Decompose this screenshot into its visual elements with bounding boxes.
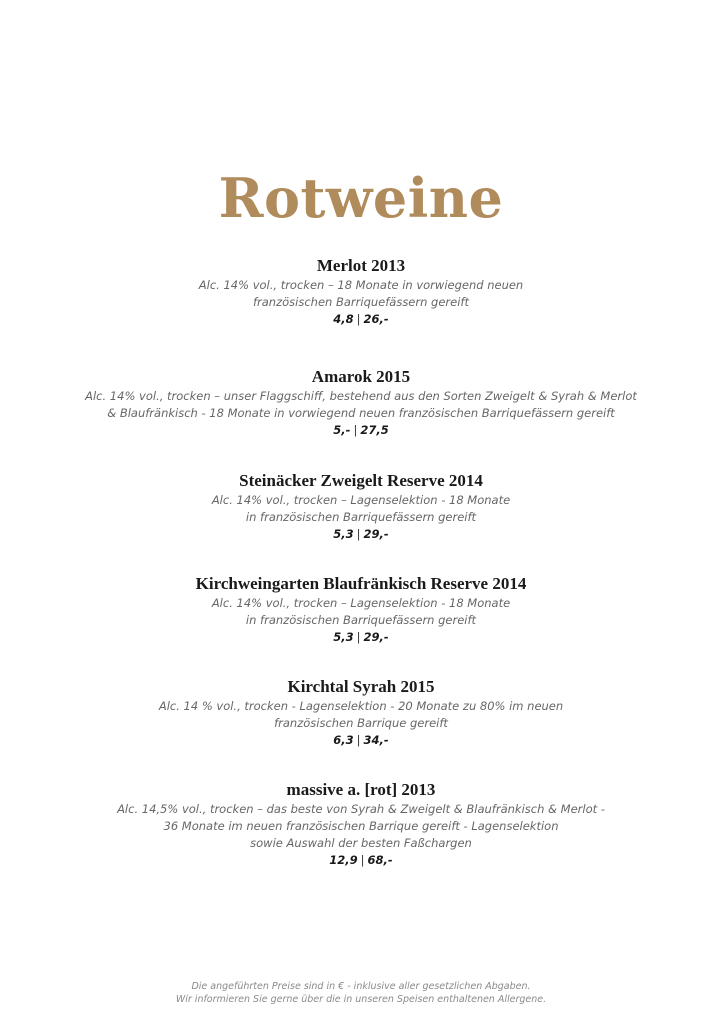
wine-description: Alc. 14% vol., trocken – unser Flaggschiff, bestehend aus den Sorten Zweigelt & Syrah & Merlot — [85, 389, 637, 403]
wine-description: in französischen Barriquefässern gereift — [245, 510, 477, 524]
price-glass: 5,3 — [333, 527, 354, 541]
wine-entry — [0, 677, 722, 749]
price-glass: 5,3 — [333, 630, 354, 644]
price-bottle: 68,- — [367, 853, 393, 867]
wine-price — [0, 422, 722, 439]
price-bottle: 26,- — [363, 312, 389, 326]
wine-description: französischen Barriquefässern gereift — [252, 295, 469, 309]
price-bottle: 29,- — [363, 527, 389, 541]
wine-description: in französischen Barriquefässern gereift — [245, 613, 477, 627]
footer-line: Die angeführten Preise sind in € - inklusive aller gesetzlichen Abgaben. — [191, 981, 531, 992]
wine-name: Kirchtal Syrah 2015 — [287, 677, 435, 696]
wine-description: Alc. 14% vol., trocken – Lagenselektion - 18 Monate — [211, 596, 511, 610]
wine-price — [0, 732, 722, 749]
wine-description: & Blaufränkisch - 18 Monate in vorwiegend neuen französischen Barriquefässern gereift — [107, 406, 615, 420]
wine-name: Steinäcker Zweigelt Reserve 2014 — [239, 471, 483, 490]
price-separator: | — [360, 853, 365, 867]
price-glass: 6,3 — [333, 733, 354, 747]
wine-price — [0, 629, 722, 646]
price-bottle: 34,- — [363, 733, 389, 747]
wine-description: französischen Barrique gereift — [274, 716, 448, 730]
price-separator: | — [356, 527, 361, 541]
price-separator: | — [356, 630, 361, 644]
price-separator: | — [356, 312, 361, 326]
wine-entry — [0, 471, 722, 543]
wine-price — [0, 311, 722, 328]
price-glass: 4,8 — [333, 312, 354, 326]
wine-entry — [0, 574, 722, 646]
price-glass: 12,9 — [329, 853, 358, 867]
wine-description: Alc. 14% vol., trocken – Lagenselektion - 18 Monate — [211, 493, 511, 507]
wine-description: Alc. 14,5% vol., trocken – das beste von Syrah & Zweigelt & Blaufränkisch & Merlot - — [117, 802, 605, 816]
wine-entry — [0, 780, 722, 869]
price-bottle: 27,5 — [360, 423, 389, 437]
wine-name: Merlot 2013 — [316, 256, 406, 275]
footer-line: Wir informieren Sie gerne über die in unseren Speisen enthaltenen Allergene. — [175, 994, 547, 1005]
price-bottle: 29,- — [363, 630, 389, 644]
wine-name: Amarok 2015 — [311, 367, 411, 386]
wine-description: 36 Monate im neuen französischen Barrique gereift - Lagenselektion — [163, 819, 559, 833]
page-title: Rotweine — [218, 166, 504, 230]
wine-description: Alc. 14% vol., trocken – 18 Monate in vorwiegend neuen — [198, 278, 524, 292]
price-separator: | — [356, 733, 361, 747]
wine-price — [0, 852, 722, 869]
price-glass: 5,- — [333, 423, 351, 437]
wine-description: sowie Auswahl der besten Faßchargen — [250, 836, 472, 850]
footer-notice — [0, 980, 722, 1006]
wine-entry — [0, 256, 722, 328]
wine-entry — [0, 367, 722, 439]
price-separator: | — [353, 423, 358, 437]
wine-name: Kirchweingarten Blaufränkisch Reserve 2014 — [195, 574, 527, 593]
wine-description: Alc. 14 % vol., trocken - Lagenselektion - 20 Monate zu 80% im neuen — [158, 699, 564, 713]
wine-price — [0, 526, 722, 543]
wine-name: massive a. [rot] 2013 — [286, 780, 436, 799]
